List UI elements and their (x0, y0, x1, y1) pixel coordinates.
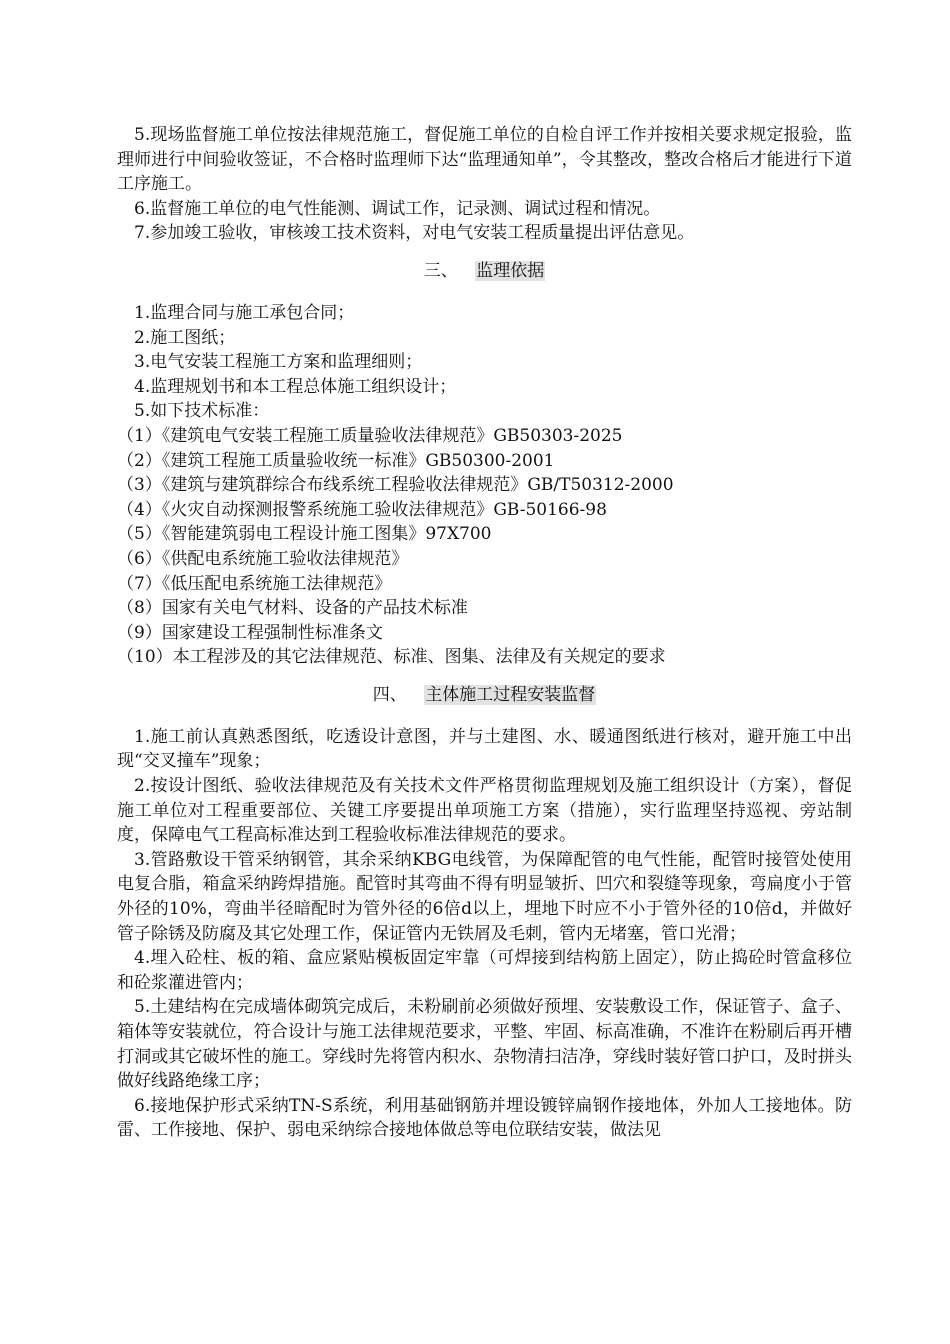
document-body (117, 123, 852, 1143)
list-item: 3.电气安装工程施工方案和监理细则； (134, 352, 423, 373)
list-item: 1.监理合同与施工承包合同； (134, 302, 355, 323)
standard-item: （8）国家有关电气材料、设备的产品技术标准 (117, 598, 468, 619)
standard-item: （9）国家建设工程强制性标准条文 (117, 622, 383, 643)
list-item: 5.如下技术标准： (134, 401, 270, 422)
paragraph: 7.参加竣工验收，审核竣工技术资料，对电气安装工程质量提出评估意见。 (134, 223, 695, 244)
section-number: 四、 (372, 684, 407, 705)
standard-item: （6）《供配电系统施工验收法律规范》 (117, 548, 409, 569)
paragraph: 1.施工前认真熟悉图纸，吃透设计意图，并与土建图、水、暖通图纸进行核对，避开施工中出现“交叉撞车”现象； (117, 726, 852, 772)
standard-item: （3）《建筑与建筑群综合布线系统工程验收法律规范》GB/T50312-2000 (117, 475, 674, 496)
standard-item: （4）《火灾自动探测报警系统施工验收法律规范》GB-50166-98 (117, 499, 607, 520)
paragraph: 2.按设计图纸、验收法律规范及有关技术文件严格贯彻监理规划及施工组织设计（方案），督促施工单位对工程重要部位、关键工序要提出单项施工方案（措施），实行监理坚持巡视、旁站制度，保障电气工程高标准达到工程验收标准法律规范的要求。 (117, 776, 852, 846)
standard-item: （5）《智能建筑弱电工程设计施工图集》97X700 (117, 524, 492, 545)
paragraph: 5.现场监督施工单位按法律规范施工，督促施工单位的自检自评工作并按相关要求规定报验，监理师进行中间验收签证，不合格时监理师下达“监理通知单”，令其整改，整改合格后才能进行下道工序施工。 (117, 125, 852, 195)
paragraph: 3.管路敷设干管采纳钢管，其余采纳KBG电线管，为保障配管的电气性能，配管时接管处使用电复合脂，箱盒采纳跨焊措施。配管时其弯曲不得有明显皱折、凹穴和裂缝等现象，弯扁度小于管外径的10%，弯曲半径暗配时为管外径的6倍d以上，埋地下时应不小于管外径的10倍d，并做好管子除锈及防腐及其它处理工作，保证管内无铁屑及毛刺，管内无堵塞，管口光滑； (117, 849, 852, 944)
list-item: 2.施工图纸； (134, 327, 236, 348)
section-title: 监理依据 (476, 260, 545, 281)
section-title: 主体施工过程安装监督 (425, 684, 596, 705)
standard-item: （7）《低压配电系统施工法律规范》 (117, 573, 392, 594)
paragraph: 4.埋入砼柱、板的箱、盒应紧贴模板固定牢靠（可焊接到结构筋上固定），防止捣砼时管盒移位和砼浆灌进管内； (117, 948, 852, 993)
paragraph: 6.接地保护形式采纳TN-S系统，利用基础钢筋并埋设镀锌扁钢作接地体，外加人工接地体。防雷、工作接地、保护、弱电采纳综合接地体做总等电位联结安装，做法见 (117, 1095, 852, 1141)
section-heading-3 (117, 259, 852, 283)
standard-item: （1）《建筑电气安装工程施工质量验收法律规范》GB50303-2025 (117, 425, 623, 446)
section-heading-4 (117, 683, 852, 707)
standard-item: （2）《建筑工程施工质量验收统一标准》GB50300-2001 (117, 450, 555, 471)
list-item: 4.监理规划书和本工程总体施工组织设计； (134, 376, 457, 397)
paragraph: 5.土建结构在完成墙体砌筑完成后，未粉刷前必须做好预埋、安装敷设工作，保证管子、盒子、箱体等安装就位，符合设计与施工法律规范要求，平整、牢固、标高准确，不准许在粉刷后再开槽打洞或其它破坏性的施工。穿线时先将管内积水、杂物清扫洁净，穿线时装好管口护口，及时拼头做好线路绝缘工序； (117, 997, 852, 1092)
standard-item: （10）本工程涉及的其它法律规范、标准、图集、法律及有关规定的要求 (117, 647, 666, 668)
paragraph: 6.监督施工单位的电气性能测、调试工作，记录测、调试过程和情况。 (134, 198, 661, 219)
section-number: 三、 (423, 260, 458, 281)
